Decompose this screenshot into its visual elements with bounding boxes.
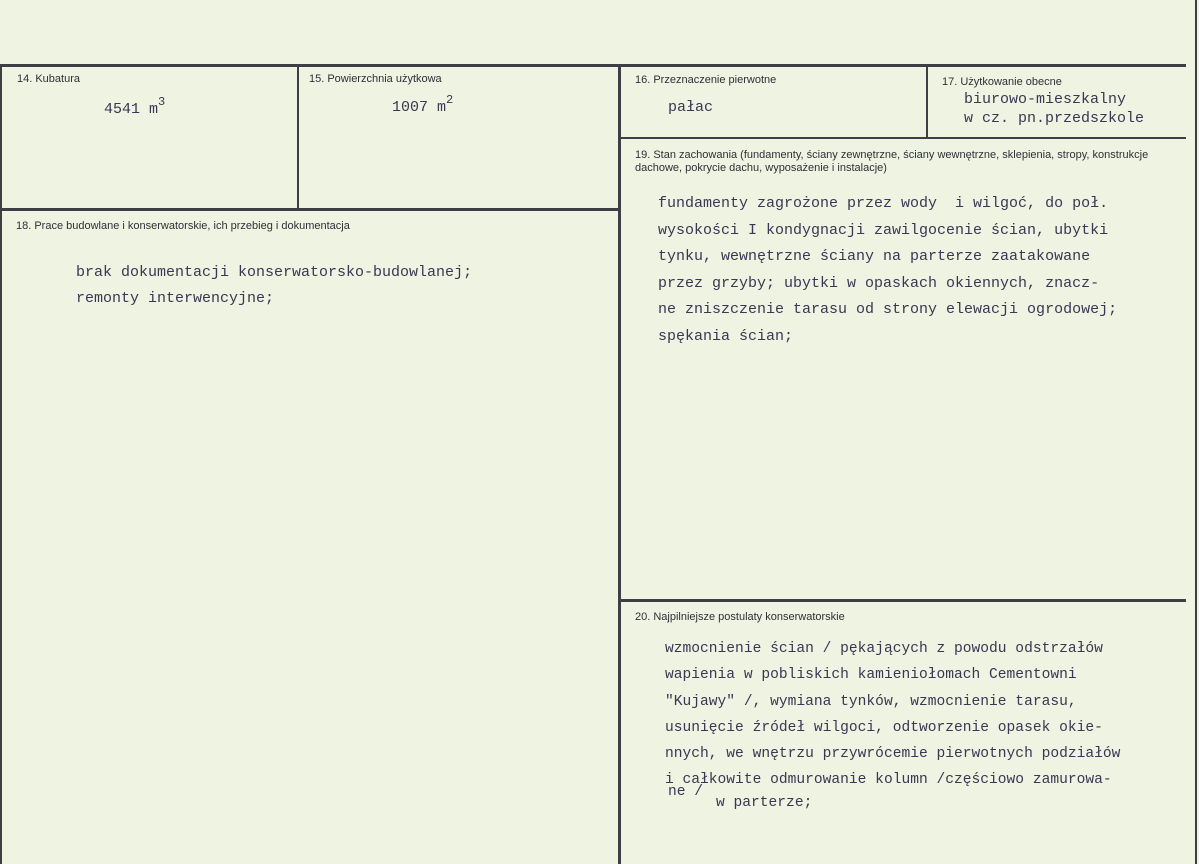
field-16-label: 16. Przeznaczenie pierwotne — [635, 74, 777, 86]
field-20-line: nnych, we wnętrzu przywrócemie pierwotnych podziałów — [665, 746, 1121, 763]
top-rule — [0, 64, 1186, 67]
field-17-line: biurowo-mieszkalny — [964, 91, 1127, 108]
rule-under-16-17 — [621, 137, 1186, 139]
field-20-line: i całkowite odmurowanie kolumn /częściowo zamurowa- — [665, 772, 1112, 789]
field-19-line: ne zniszczenie tarasu od strony elewacji ogrodowej; — [658, 301, 1118, 319]
powierzchnia-value: 1007 m — [392, 99, 447, 116]
field-20-last-a: ne / — [668, 784, 704, 800]
field-20-text — [665, 636, 1120, 794]
field-20-line: wapienia w pobliskich kamieniołomach Cementowni — [665, 667, 1077, 684]
field-14-label: 14. Kubatura — [17, 73, 80, 85]
field-18-line: brak dokumentacji konserwatorsko-budowlanej; — [76, 264, 473, 281]
field-15-value — [392, 93, 454, 118]
kubatura-unit-exponent: 3 — [158, 95, 166, 109]
right-border — [1195, 0, 1197, 864]
field-19-text — [658, 191, 1117, 351]
field-19-label: 19. Stan zachowania (fundamenty, ściany zewnętrzne, ściany wewnętrzne, sklepienia, stropy, konstrukcje dachowe, pokrycie dachu, wyposażenie i instalacje) — [635, 149, 1149, 174]
center-divider — [618, 64, 621, 864]
field-20-line: usunięcie źródeł wilgoci, odtworzenie opasek okie- — [665, 719, 1103, 736]
divider-16-17 — [926, 64, 928, 138]
field-19-line: przez grzyby; ubytki w opaskach okiennych, znacz- — [658, 274, 1100, 292]
kubatura-value: 4541 m — [104, 101, 159, 118]
field-18-label: 18. Prace budowlane i konserwatorskie, ich przebieg i dokumentacja — [16, 220, 350, 232]
field-20-line: "Kujawy" /, wymiana tynków, wzmocnienie tarasu, — [665, 693, 1077, 710]
field-18-text — [76, 260, 472, 312]
field-17-line: w cz. pn.przedszkole — [964, 110, 1145, 127]
field-20-label: 20. Najpilniejsze postulaty konserwatorskie — [635, 611, 845, 623]
field-16-value: pałac — [668, 99, 714, 116]
field-18-line: remonty interwencyjne; — [76, 290, 275, 307]
field-17-label: 17. Użytkowanie obecne — [942, 76, 1062, 88]
field-20-line: wzmocnienie ścian / pękających z powodu odstrzałów — [665, 641, 1103, 657]
field-19-line: fundamenty zagrożone przez wody i wilgoć, do poł. — [658, 195, 1109, 212]
powierzchnia-unit-exponent: 2 — [446, 93, 454, 107]
field-19-line: spękania ścian; — [658, 327, 794, 345]
field-15-label: 15. Powierzchnia użytkowa — [309, 73, 442, 85]
left-border — [0, 64, 2, 864]
field-17-value — [964, 90, 1144, 128]
field-19-line: wysokości I kondygnacji zawilgocenie ścian, ubytki — [658, 221, 1109, 239]
rule-above-20 — [621, 599, 1186, 602]
field-20-last-b: w parterze; — [716, 795, 813, 811]
field-19-line: tynku, wewnętrzne ściany na parterze zaatakowane — [658, 248, 1091, 266]
divider-14-15 — [297, 64, 299, 210]
field-14-value — [104, 95, 166, 120]
rule-under-14-15 — [0, 208, 621, 211]
